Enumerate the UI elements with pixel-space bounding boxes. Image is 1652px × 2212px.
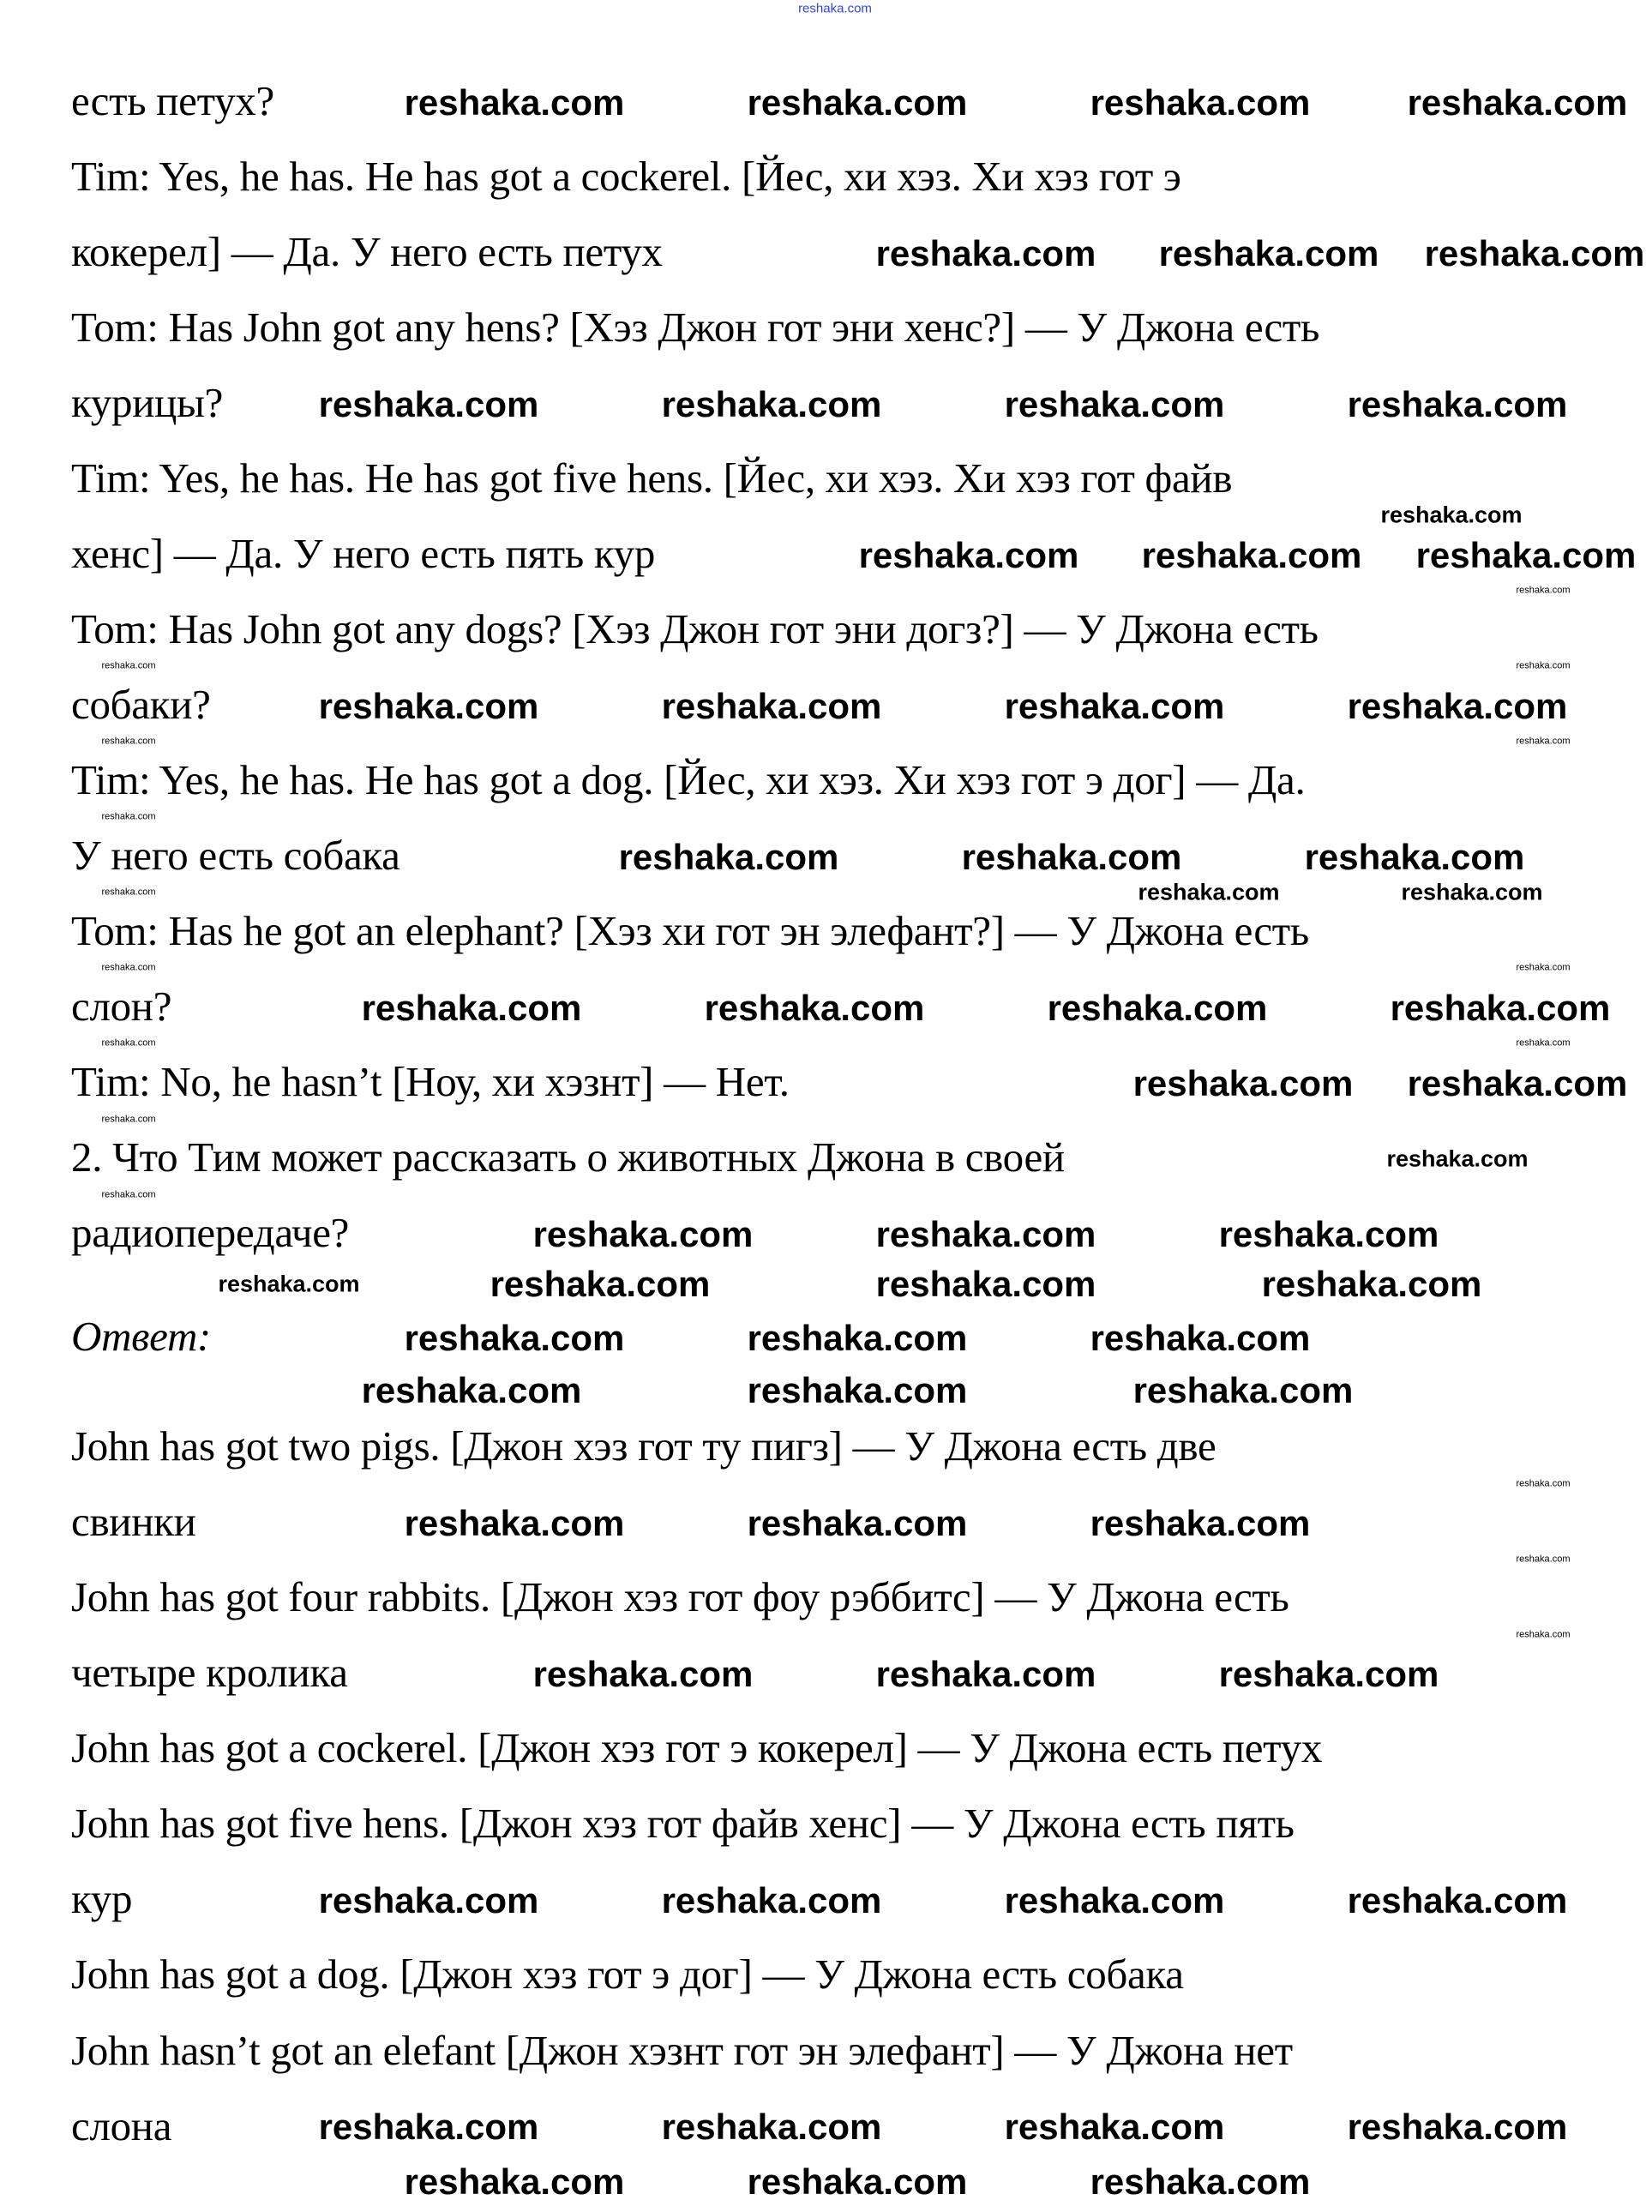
text-line: четыре кролика [71, 1649, 348, 1697]
watermark-text: reshaka.com [361, 988, 582, 1028]
watermark-text: reshaka.com [1004, 686, 1225, 726]
watermark-text: reshaka.com [1516, 1478, 1571, 1489]
site-header-link[interactable]: reshaka.com [798, 1, 872, 16]
watermark-text: reshaka.com [961, 837, 1182, 877]
watermark-text: reshaka.com [1004, 2107, 1225, 2147]
answer-heading: Ответ: [71, 1313, 212, 1361]
watermark-text: reshaka.com [404, 82, 625, 123]
text-line: John has got five hens. [Джон хэз гот файв хенс] — У Джона есть пять [71, 1800, 1295, 1848]
watermark-text: reshaka.com [1158, 233, 1379, 273]
text-line: У него есть собака [71, 831, 400, 879]
text-line: кур [71, 1875, 133, 1923]
watermark-text: reshaka.com [1380, 502, 1523, 528]
watermark-text: reshaka.com [404, 1503, 625, 1543]
watermark-text: reshaka.com [1516, 1554, 1571, 1565]
watermark-text: reshaka.com [704, 988, 925, 1028]
text-line: свинки [71, 1498, 196, 1546]
watermark-text: reshaka.com [1090, 2161, 1311, 2202]
watermark-text: reshaka.com [1004, 384, 1225, 424]
watermark-text: reshaka.com [532, 1214, 754, 1254]
watermark-text: reshaka.com [101, 736, 156, 747]
watermark-text: reshaka.com [218, 1271, 360, 1297]
watermark-text: reshaka.com [1304, 837, 1525, 877]
watermark-text: reshaka.com [747, 82, 968, 123]
text-line: слона [71, 2101, 172, 2149]
watermark-text: reshaka.com [661, 686, 882, 726]
watermark-text: reshaka.com [747, 2161, 968, 2202]
text-line: Tom: Has he got an elephant? [Хэз хи гот эн элефант?] — У Джона есть [71, 907, 1309, 955]
text-line: Tim: No, he hasn’t [Ноу, хи хэзнт] — Нет. [71, 1058, 790, 1106]
watermark-text: reshaka.com [318, 2107, 539, 2147]
watermark-text: reshaka.com [747, 1370, 968, 1410]
watermark-text: reshaka.com [101, 887, 156, 898]
watermark-text: reshaka.com [858, 535, 1079, 575]
watermark-text: reshaka.com [532, 1654, 754, 1694]
watermark-text: reshaka.com [1347, 2107, 1568, 2147]
watermark-text: reshaka.com [1516, 736, 1571, 747]
watermark-text: reshaka.com [1138, 879, 1280, 905]
watermark-text: reshaka.com [1004, 1880, 1225, 1920]
watermark-text: reshaka.com [1407, 1063, 1628, 1103]
watermark-text: reshaka.com [875, 233, 1096, 273]
text-line: John hasn’t got an elefant [Джон хэзнт гот эн элефант] — У Джона нет [71, 2026, 1293, 2074]
watermark-text: reshaka.com [1424, 233, 1645, 273]
watermark-text: reshaka.com [361, 1370, 582, 1410]
text-line: Tim: Yes, he has. He has got a cockerel. [Йес, хи хэз. Хи хэз гот э [71, 152, 1181, 200]
text-line: Tom: Has John got any hens? [Хэз Джон гот эни хенс?] — У Джона есть [71, 303, 1320, 351]
watermark-text: reshaka.com [1090, 1503, 1311, 1543]
watermark-text: reshaka.com [1347, 1880, 1568, 1920]
watermark-text: reshaka.com [618, 837, 839, 877]
watermark-text: reshaka.com [1218, 1654, 1439, 1694]
watermark-text: reshaka.com [318, 686, 539, 726]
text-line: курицы? [71, 378, 224, 426]
watermark-text: reshaka.com [747, 1318, 968, 1358]
watermark-text: reshaka.com [1516, 1629, 1571, 1640]
watermark-text: reshaka.com [1390, 988, 1611, 1028]
watermark-text: reshaka.com [1218, 1214, 1439, 1254]
watermark-text: reshaka.com [1347, 686, 1568, 726]
watermark-text: reshaka.com [1415, 535, 1637, 575]
text-line: Tim: Yes, he has. He has got a dog. [Йес, хи хэз. Хи хэз гот э дог] — Да. [71, 755, 1306, 803]
watermark-text: reshaka.com [661, 2107, 882, 2147]
watermark-text: reshaka.com [1407, 82, 1628, 123]
watermark-text: reshaka.com [661, 1880, 882, 1920]
watermark-text: reshaka.com [875, 1654, 1096, 1694]
watermark-text: reshaka.com [661, 384, 882, 424]
text-line: John has got two pigs. [Джон хэз гот ту пигз] — У Джона есть две [71, 1422, 1216, 1470]
text-line: слон? [71, 983, 172, 1031]
watermark-text: reshaka.com [1047, 988, 1268, 1028]
text-line: 2. Что Тим может рассказать о животных Джона в своей [71, 1133, 1065, 1181]
watermark-text: reshaka.com [404, 2161, 625, 2202]
watermark-text: reshaka.com [1386, 1145, 1529, 1172]
watermark-text: reshaka.com [101, 811, 156, 822]
watermark-text: reshaka.com [101, 1114, 156, 1125]
watermark-text: reshaka.com [1516, 660, 1571, 671]
watermark-text: reshaka.com [1090, 1318, 1311, 1358]
watermark-text: reshaka.com [1516, 962, 1571, 973]
watermark-text: reshaka.com [875, 1264, 1096, 1304]
watermark-text: reshaka.com [1090, 82, 1311, 123]
text-line: Tom: Has John got any dogs? [Хэз Джон гот эни догз?] — У Джона есть [71, 604, 1319, 652]
text-line: хенс] — Да. У него есть пять кур [71, 529, 656, 577]
text-line: John has got four rabbits. [Джон хэз гот фоу рэббитс] — У Джона есть [71, 1573, 1289, 1621]
watermark-text: reshaka.com [1401, 879, 1543, 905]
watermark-text: reshaka.com [875, 1214, 1096, 1254]
watermark-text: reshaka.com [1132, 1063, 1354, 1103]
watermark-text: reshaka.com [318, 1880, 539, 1920]
watermark-text: reshaka.com [1141, 535, 1362, 575]
text-line: собаки? [71, 680, 211, 728]
watermark-text: reshaka.com [404, 1318, 625, 1358]
watermark-text: reshaka.com [1132, 1370, 1354, 1410]
watermark-text: reshaka.com [318, 384, 539, 424]
text-line: есть петух? [71, 76, 274, 124]
watermark-text: reshaka.com [101, 1189, 156, 1200]
text-line: John has got a dog. [Джон хэз гот э дог] — У Джона есть собака [71, 1951, 1184, 1999]
watermark-text: reshaka.com [1516, 1037, 1571, 1049]
watermark-text: reshaka.com [101, 1037, 156, 1049]
text-line: кокерел] — Да. У него есть петух [71, 227, 663, 275]
text-line: John has got a cockerel. [Джон хэз гот э кокерел] — У Джона есть петух [71, 1724, 1323, 1772]
watermark-text: reshaka.com [101, 962, 156, 973]
text-line: Tim: Yes, he has. He has got five hens. [Йес, хи хэз. Хи хэз гот файв [71, 454, 1233, 502]
text-line: радиопередаче? [71, 1209, 350, 1257]
watermark-text: reshaka.com [1516, 585, 1571, 596]
watermark-text: reshaka.com [747, 1503, 968, 1543]
watermark-text: reshaka.com [1261, 1264, 1482, 1304]
watermark-text: reshaka.com [490, 1264, 711, 1304]
watermark-text: reshaka.com [101, 660, 156, 671]
watermark-text: reshaka.com [1347, 384, 1568, 424]
